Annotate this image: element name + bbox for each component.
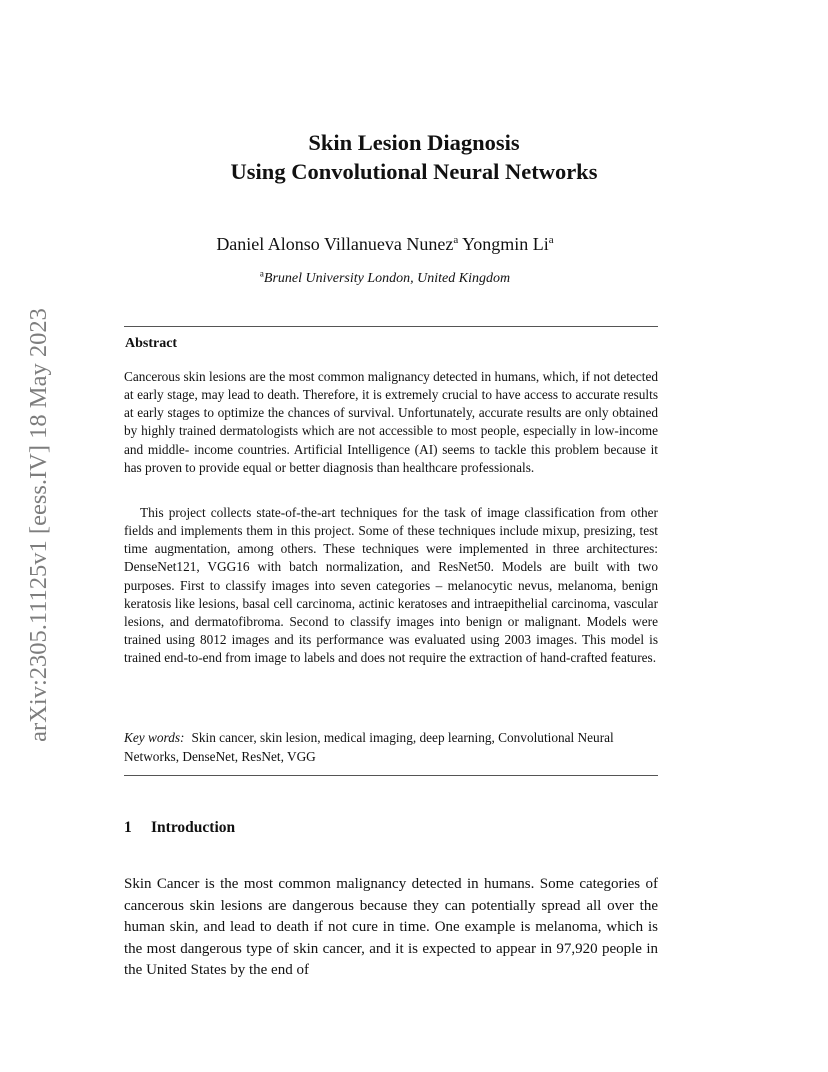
paper-title-line-2: Using Convolutional Neural Networks	[230, 159, 598, 184]
paper-title-line-1: Skin Lesion Diagnosis	[308, 130, 520, 155]
author-list	[0, 233, 770, 255]
abstract-paragraph: This project collects state-of-the-art techniques for the task of image classification from other fields and implements them in this project. Some of these techniques include mixup, presizing, test time augmentation, among others. These techniques were implemented in three architectures: DenseNet121, VGG16 with batch normalization, and ResNet50. Models are built with two purposes. First to classify images into seven categories – melanocytic nevus, melanoma, benign keratosis like lesions, basal cell carcinoma, actinic keratoses and intraepithelial carcinoma, vascular lesions, and dermatofibroma. Second to classify images into benign or malignant. Models were trained using 8012 images and its performance was evaluated using 2003 images. This model is trained end-to-end from image to labels and does not require the extraction of hand-crafted features.	[124, 505, 658, 666]
author-name: Yongmin Li	[462, 234, 549, 254]
section-title: Introduction	[151, 819, 236, 836]
arxiv-identifier[interactable]: arXiv:2305.11125v1 [eess.IV] 18 May 2023	[25, 308, 52, 742]
affiliation-text: Brunel University London, United Kingdom	[263, 271, 511, 286]
body-paragraph: Skin Cancer is the most common malignancy detected in humans. Some categories of cancerous skin lesions are dangerous because they can potentially spread all over the human skin, and lead to death if not cure in time. One example is melanoma, which is the most dangerous type of skin cancer, and it is expected to appear in 97,920 people in the United States by the end of	[124, 876, 658, 978]
abstract-bottom-divider	[124, 775, 658, 776]
section-heading	[124, 818, 235, 838]
author-name: Daniel Alonso Villanueva Nunez	[216, 234, 454, 254]
abstract-top-divider	[124, 326, 658, 327]
keywords-text: Skin cancer, skin lesion, medical imaging, deep learning, Convolutional Neural Networks, DenseNet, ResNet, VGG	[124, 730, 614, 764]
keywords-label: Key words:	[124, 730, 185, 745]
affiliation-mark: a	[453, 234, 459, 246]
affiliation-mark: a	[259, 268, 264, 279]
affiliation-mark: a	[548, 234, 554, 246]
abstract-paragraph: Cancerous skin lesions are the most common malignancy detected in humans, which, if not detected at early stage, may lead to death. Therefore, it is extremely crucial to have access to accurate results at early stages to optimize the chances of survival. Unfortunately, accurate results are only obtained by highly trained dermatologists which are not accessible to most people, especially in low-income and middle- income countries. Artificial Intelligence (AI) seems to tackle this problem because it has proven to provide equal or better diagnosis than healthcare professionals.	[124, 369, 658, 475]
section-number: 1	[124, 819, 132, 836]
affiliation	[0, 270, 770, 288]
keywords	[124, 729, 658, 766]
abstract-heading: Abstract	[125, 336, 178, 351]
